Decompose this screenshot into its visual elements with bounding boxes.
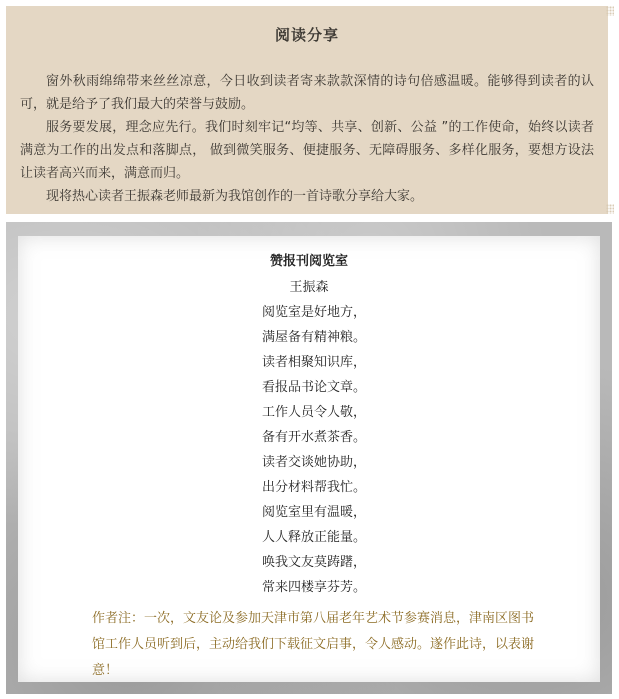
- poem-image-frame: [6, 222, 612, 694]
- poem-title: 赞报刊阅览室: [269, 254, 348, 269]
- poem-line: 唤我文友莫踌躇，: [261, 555, 366, 570]
- poem-line: 阅览室是好地方，: [261, 305, 366, 320]
- poem-line: 满屋备有精神粮。: [261, 330, 366, 345]
- poem-line: 读者交谈她协助，: [261, 455, 366, 470]
- author-note: 作者注：一次，文友论及参加天津市第八届老年艺术节参赛消息，津南区图书馆工作人员听到后，主动给我们下载征文启事，令人感动。遂作此诗，以表谢意！: [92, 611, 535, 678]
- poem-line: 人人释放正能量。: [261, 530, 366, 545]
- intro-paragraph: 窗外秋雨绵绵带来丝丝凉意，今日收到读者寄来款款深情的诗句倍感温暖。能够得到读者的认可，就是给予了我们最大的荣誉与鼓励。: [20, 74, 594, 112]
- poem-line: 看报品书论文章。: [261, 380, 366, 395]
- section-title: 阅读分享: [274, 26, 339, 44]
- decorative-dots: [606, 204, 614, 214]
- poem-line: 出分材料帮我忙。: [261, 480, 366, 495]
- poem-line: 阅览室里有温暖，: [261, 505, 366, 520]
- poem-author: 王振森: [289, 280, 329, 295]
- poem-line: 工作人员令人敬，: [261, 405, 366, 420]
- reading-share-card: [6, 6, 608, 214]
- intro-paragraph: 服务要发展，理念应先行。我们时刻牢记“均等、共享、创新、公益 ”的工作使命，始终以读者满意为工作的出发点和落脚点， 做到微笑服务、便捷服务、无障碍服务、多样化服务，要想方设法让读者高兴而来，满意而归。: [20, 120, 594, 181]
- poem-line: 备有开水煮茶香。: [261, 430, 366, 445]
- intro-paragraph: 现将热心读者王振森老师最新为我馆创作的一首诗歌分享给大家。: [46, 189, 424, 204]
- intro-body: [20, 70, 594, 208]
- poem-lines: [18, 300, 600, 600]
- poem-line: 读者相聚知识库，: [261, 355, 366, 370]
- poem-line: 常来四楼享芬芳。: [261, 580, 366, 595]
- decorative-dots: [606, 6, 614, 16]
- poem-paper: [18, 236, 600, 682]
